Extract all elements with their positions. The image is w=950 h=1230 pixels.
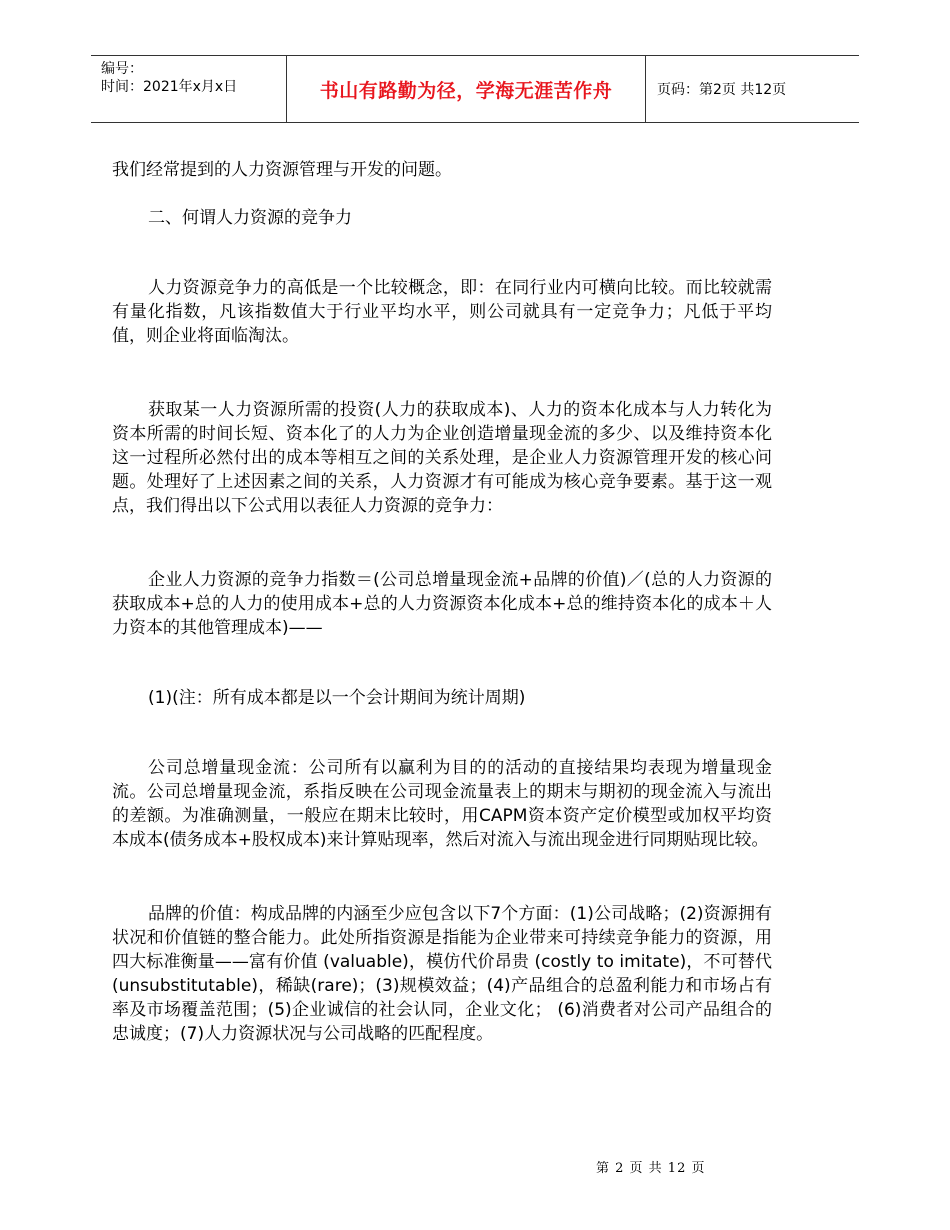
header-motto: 书山有路勤为径，学海无涯苦作舟 — [286, 56, 646, 122]
paragraph-formula: 企业人力资源的竞争力指数＝(公司总增量现金流+品牌的价值)／(总的人力资源的获取成本+总的人力的使用成本+总的人力资源资本化成本+总的维持资本化的成本＋人力资本的其他管理成本)—— — [112, 570, 772, 638]
document-time-label: 时间：2021年x月x日 — [101, 79, 238, 95]
page-header — [91, 55, 859, 123]
page-footer: 第 2 页 共 12 页 — [596, 1161, 706, 1176]
header-page-info: 页码：第2页 共12页 — [657, 82, 787, 98]
paragraph-intro-end: 我们经常提到的人力资源管理与开发的问题。 — [112, 160, 452, 180]
paragraph-brand-value: 品牌的价值：构成品牌的内涵至少应包含以下7个方面：(1)公司战略；(2)资源拥有状况和价值链的整合能力。此处所指资源是指能为企业带来可持续竞争能力的资源，用四大标准衡量——富有价值 (valuable)，模仿代价昂贵 (costly to imitate)，不可替代(unsubstitutable)，稀缺(rare)；(3)规模效益；(4)产品组合的总盈利能力和市场占有率及市场覆盖范围；(5)企业诚信的社会认同，企业文化； (6)消费者对公司产品组合的忠诚度；(7)人力资源状况与公司战略的匹配程度。 — [112, 904, 772, 1044]
header-meta — [101, 60, 237, 96]
paragraph-competitiveness-definition: 人力资源竞争力的高低是一个比较概念，即：在同行业内可横向比较。而比较就需有量化指数，凡该指数值大于行业平均水平，则公司就具有一定竞争力；凡低于平均值，则企业将面临淘汰。 — [112, 278, 772, 346]
document-number-label: 编号： — [101, 61, 143, 77]
document-body — [112, 158, 772, 1046]
paragraph-cash-flow: 公司总增量现金流：公司所有以赢利为目的的活动的直接结果均表现为增量现金流。公司总增量现金流，系指反映在公司现金流量表上的期末与期初的现金流入与流出的差额。为准确测量，一般应在期末比较时，用CAPM资本资产定价模型或加权平均资本成本(债务成本+股权成本)来计算贴现率，然后对流入与流出现金进行同期贴现比较。 — [112, 758, 772, 850]
paragraph-core-problem: 获取某一人力资源所需的投资(人力的获取成本)、人力的资本化成本与人力转化为资本所需的时间长短、资本化了的人力为企业创造增量现金流的多少、以及维持资本化这一过程所必然付出的成本等相互之间的关系处理，是企业人力资源管理开发的核心问题。处理好了上述因素之间的关系，人力资源才有可能成为核心竞争要素。基于这一观点，我们得出以下公式用以表征人力资源的竞争力： — [112, 400, 772, 516]
paragraph-formula-note: (1)(注：所有成本都是以一个会计期间为统计周期) — [148, 688, 526, 708]
section-heading: 二、何谓人力资源的竞争力 — [148, 208, 352, 228]
